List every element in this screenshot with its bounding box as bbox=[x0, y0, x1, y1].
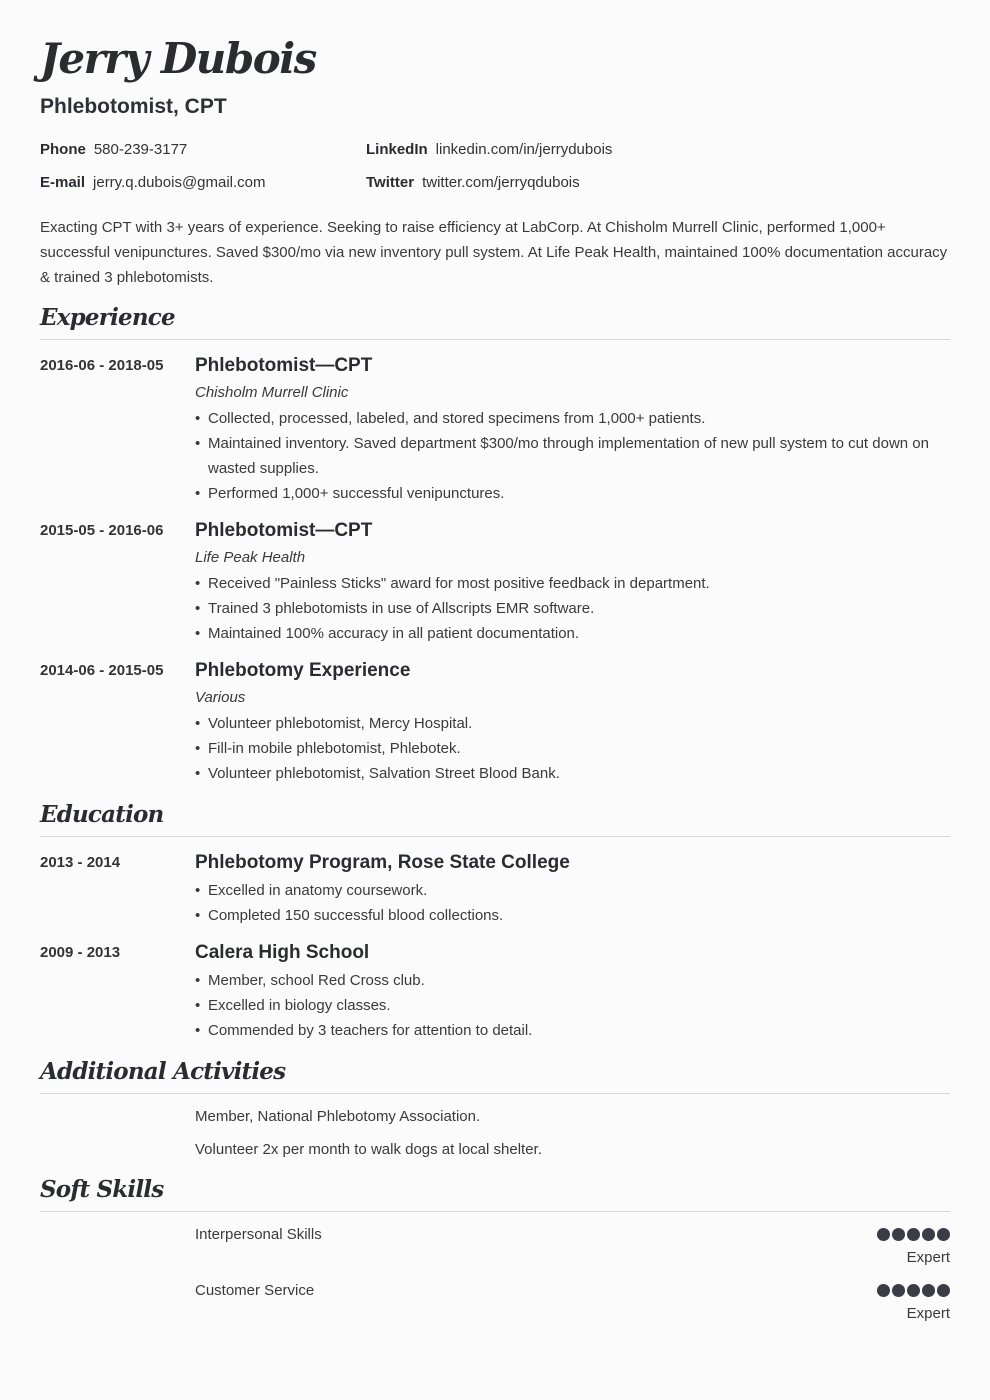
education-divider bbox=[40, 836, 950, 837]
skill-rating bbox=[877, 1228, 950, 1241]
profile-summary: Exacting CPT with 3+ years of experience. Seeking to raise efficiency at LabCorp. At Chisholm Murrell Clinic, performed 1,000+ successful venipunctures. Saved $300/mo via new inventory pull system. At Life Peak Health, maintained 100% documentation accuracy & trained 3 phlebotomists. bbox=[40, 219, 948, 286]
entry-dates: 2016-06 - 2018-05 bbox=[40, 357, 164, 374]
bullet-item: • Completed 150 successful blood collections. bbox=[195, 903, 950, 928]
bullet-item: • Fill-in mobile phlebotomist, Phlebotek. bbox=[195, 736, 950, 761]
activity-item: Volunteer 2x per month to walk dogs at local shelter. bbox=[195, 1141, 542, 1158]
experience-entry bbox=[40, 354, 950, 506]
entry-dates: 2014-06 - 2015-05 bbox=[40, 662, 164, 679]
contact-phone bbox=[40, 141, 187, 158]
bullet-item: • Trained 3 phlebotomists in use of Allscripts EMR software. bbox=[195, 596, 950, 621]
contact-linkedin bbox=[366, 141, 612, 158]
skill-name: Customer Service bbox=[195, 1282, 315, 1299]
rating-dot bbox=[937, 1228, 950, 1241]
entry-title: Calera High School bbox=[195, 942, 370, 963]
phone-value: 580-239-3177 bbox=[93, 141, 188, 158]
bullet-item: • Excelled in anatomy coursework. bbox=[195, 878, 950, 903]
entry-dates: 2009 - 2013 bbox=[40, 944, 121, 961]
linkedin-value: linkedin.com/in/jerrydubois bbox=[435, 141, 613, 158]
bullet-item: • Excelled in biology classes. bbox=[195, 993, 950, 1018]
bullet-item: • Commended by 3 teachers for attention to detail. bbox=[195, 1018, 950, 1043]
entry-bullets bbox=[195, 406, 950, 506]
bullet-item: • Member, school Red Cross club. bbox=[195, 968, 950, 993]
bullet-item: • Maintained inventory. Saved department $300/mo through implementation of new pull system to cut down on wasted supplies. bbox=[195, 431, 950, 481]
soft-skills-heading: Soft Skills bbox=[40, 1176, 164, 1203]
bullet-item: • Volunteer phlebotomist, Salvation Street Blood Bank. bbox=[195, 761, 950, 786]
bullet-item: • Performed 1,000+ successful venipunctures. bbox=[195, 481, 950, 506]
bullet-item: • Received "Painless Sticks" award for most positive feedback in department. bbox=[195, 571, 950, 596]
skill-rating bbox=[877, 1284, 950, 1297]
entry-title: Phlebotomy Program, Rose State College bbox=[195, 852, 570, 873]
rating-dot bbox=[922, 1228, 935, 1241]
email-label: E-mail bbox=[40, 174, 86, 191]
skill-name: Interpersonal Skills bbox=[195, 1226, 322, 1243]
rating-dot bbox=[907, 1284, 920, 1297]
education-heading: Education bbox=[40, 801, 164, 828]
twitter-label: Twitter bbox=[366, 174, 415, 191]
rating-dot bbox=[892, 1228, 905, 1241]
activities-heading: Additional Activities bbox=[40, 1058, 286, 1085]
entry-bullets bbox=[195, 968, 950, 1043]
rating-dot bbox=[937, 1284, 950, 1297]
experience-entry bbox=[40, 519, 950, 646]
soft-skills-divider bbox=[40, 1211, 950, 1212]
experience-heading: Experience bbox=[40, 304, 175, 331]
entry-organization: Various bbox=[195, 689, 246, 706]
experience-divider bbox=[40, 339, 950, 340]
candidate-name: Jerry Dubois bbox=[40, 34, 316, 83]
entry-role: Phlebotomy Experience bbox=[195, 660, 411, 681]
linkedin-label: LinkedIn bbox=[366, 141, 428, 158]
skill-level: Expert bbox=[906, 1249, 950, 1266]
activities-divider bbox=[40, 1093, 950, 1094]
experience-entry bbox=[40, 659, 950, 786]
candidate-title: Phlebotomist, CPT bbox=[40, 95, 227, 118]
entry-dates: 2013 - 2014 bbox=[40, 854, 121, 871]
rating-dot bbox=[922, 1284, 935, 1297]
twitter-value: twitter.com/jerryqdubois bbox=[422, 174, 580, 191]
email-value: jerry.q.dubois@gmail.com bbox=[93, 174, 266, 191]
rating-dot bbox=[877, 1284, 890, 1297]
entry-bullets bbox=[195, 711, 950, 786]
entry-bullets bbox=[195, 878, 950, 928]
entry-role: Phlebotomist—CPT bbox=[195, 355, 373, 376]
phone-label: Phone bbox=[40, 141, 86, 158]
entry-role: Phlebotomist—CPT bbox=[195, 520, 373, 541]
entry-dates: 2015-05 - 2016-06 bbox=[40, 522, 164, 539]
bullet-item: • Volunteer phlebotomist, Mercy Hospital. bbox=[195, 711, 950, 736]
activity-item: Member, National Phlebotomy Association. bbox=[195, 1108, 481, 1125]
education-entry bbox=[40, 941, 950, 1043]
skill-level: Expert bbox=[906, 1305, 950, 1322]
rating-dot bbox=[877, 1228, 890, 1241]
contact-email bbox=[40, 174, 266, 191]
contact-twitter bbox=[366, 174, 580, 191]
bullet-item: • Maintained 100% accuracy in all patient documentation. bbox=[195, 621, 950, 646]
entry-organization: Life Peak Health bbox=[195, 549, 306, 566]
education-entry bbox=[40, 851, 950, 928]
bullet-item: • Collected, processed, labeled, and stored specimens from 1,000+ patients. bbox=[195, 406, 950, 431]
rating-dot bbox=[892, 1284, 905, 1297]
rating-dot bbox=[907, 1228, 920, 1241]
entry-bullets bbox=[195, 571, 950, 646]
entry-organization: Chisholm Murrell Clinic bbox=[195, 384, 349, 401]
